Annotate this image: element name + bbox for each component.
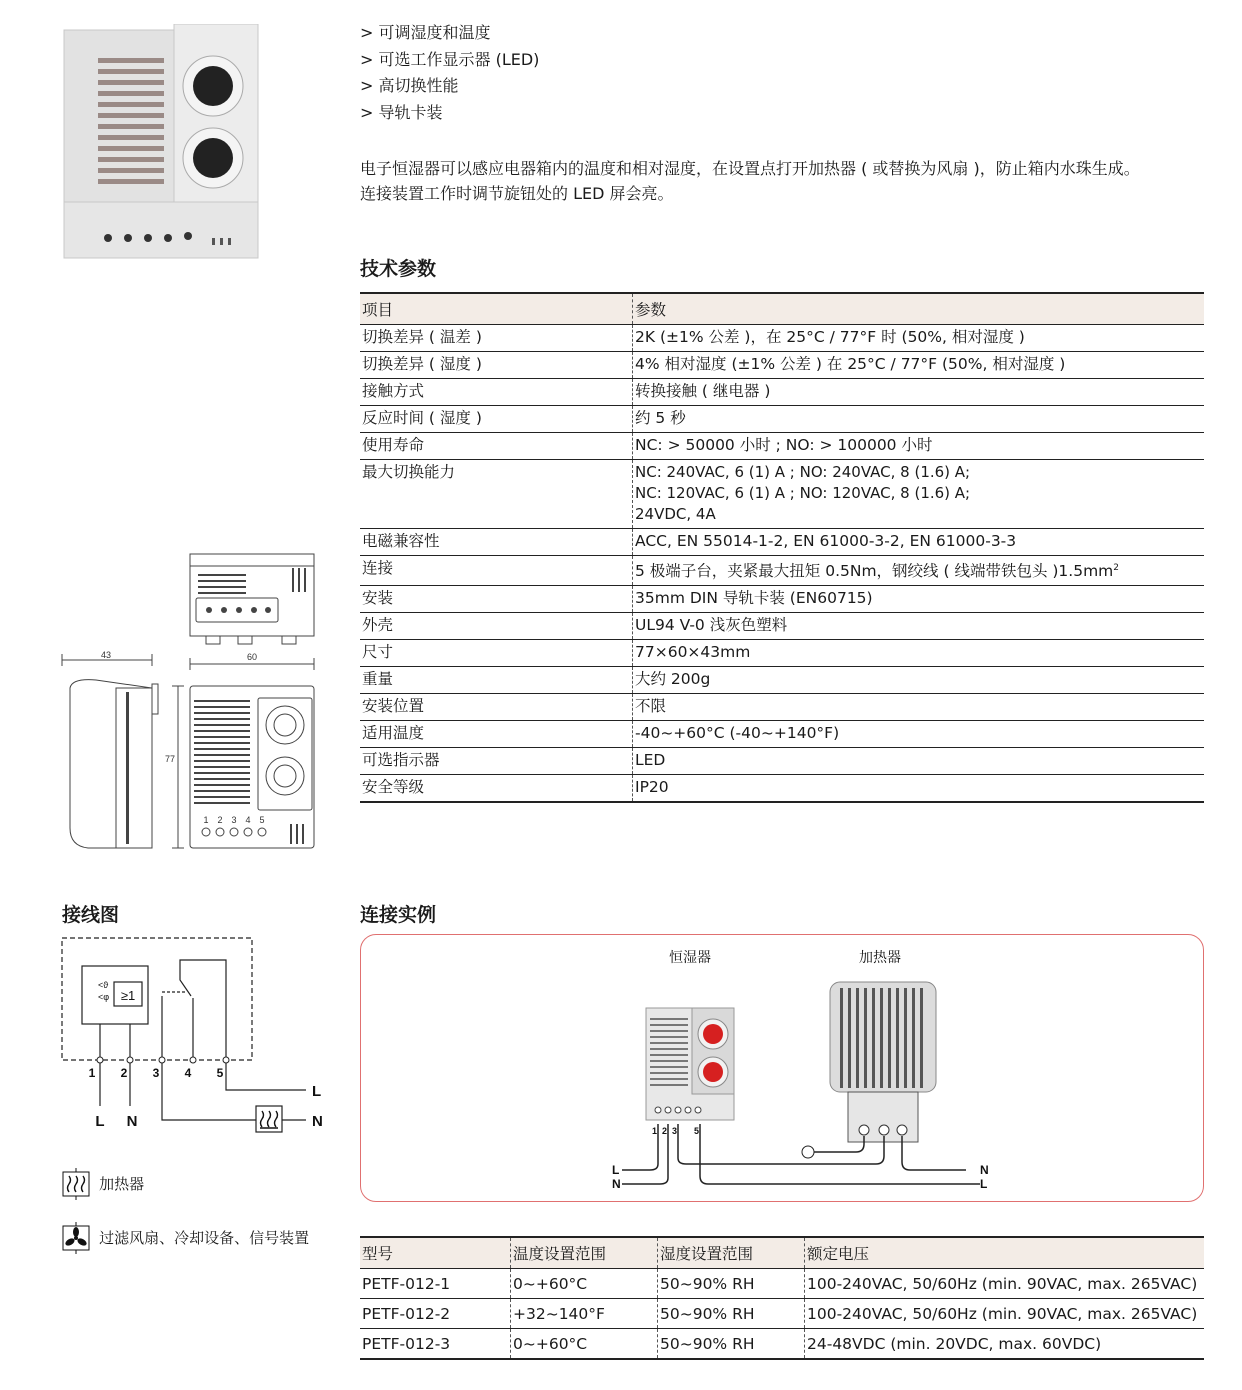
model-cell: 50~90% RH bbox=[658, 1299, 805, 1329]
fan-icon bbox=[62, 1222, 90, 1254]
wiring-label-N: N bbox=[126, 1113, 138, 1130]
model-header-row bbox=[360, 1237, 1204, 1269]
example-left-L: L bbox=[612, 1163, 620, 1177]
spec-row bbox=[360, 433, 1204, 460]
spec-key: 安装位置 bbox=[360, 694, 633, 721]
spec-key: 最大切换能力 bbox=[360, 460, 633, 529]
feature-list bbox=[360, 20, 539, 126]
wiring-terminal: 4 bbox=[184, 1066, 192, 1080]
spec-key: 电磁兼容性 bbox=[360, 529, 633, 556]
model-cell: +32~140°F bbox=[511, 1299, 658, 1329]
wiring-label-N-right: N bbox=[312, 1113, 323, 1130]
spec-value: 转换接触 ( 继电器 ) bbox=[633, 379, 1205, 406]
spec-key: 切换差异 ( 湿度 ) bbox=[360, 352, 633, 379]
model-header: 额定电压 bbox=[805, 1237, 1205, 1269]
intro-line: 电子恒湿器可以感应电器箱内的温度和相对湿度，在设置点打开加热器 ( 或替换为风扇 )，防止箱内水珠生成。 bbox=[360, 159, 1140, 178]
spec-key: 安全等级 bbox=[360, 775, 633, 803]
example-left-N: N bbox=[612, 1177, 621, 1190]
spec-value-line: NC: 120VAC, 6 (1) A ; NO: 120VAC, 8 (1.6) A; bbox=[635, 484, 971, 502]
spec-row bbox=[360, 613, 1204, 640]
spec-key: 外壳 bbox=[360, 613, 633, 640]
heater-icon bbox=[260, 1111, 278, 1128]
example-heater-label: 加热器 bbox=[859, 949, 901, 965]
spec-value: 4% 相对湿度 (±1% 公差 ) 在 25°C / 77°F (50%, 相对湿度 ) bbox=[633, 352, 1205, 379]
wiring-sensor-symbol: <φ bbox=[98, 992, 110, 1002]
model-header: 湿度设置范围 bbox=[658, 1237, 805, 1269]
spec-row bbox=[360, 406, 1204, 433]
example-right-N: N bbox=[980, 1163, 989, 1177]
spec-row bbox=[360, 325, 1204, 352]
legend-heater bbox=[62, 1168, 144, 1200]
feature-item: > 可选工作显示器 (LED) bbox=[360, 49, 540, 69]
intro-paragraph bbox=[360, 156, 1220, 206]
model-row bbox=[360, 1299, 1204, 1329]
model-header: 温度设置范围 bbox=[511, 1237, 658, 1269]
wiring-title: 接线图 bbox=[62, 904, 120, 926]
spec-value bbox=[633, 460, 1205, 529]
model-row bbox=[360, 1329, 1204, 1360]
spec-value: UL94 V-0 浅灰色塑料 bbox=[633, 613, 1205, 640]
spec-value: NC: > 50000 小时 ; NO: > 100000 小时 bbox=[633, 433, 1205, 460]
spec-row bbox=[360, 586, 1204, 613]
example-diagram bbox=[600, 940, 1000, 1190]
spec-row bbox=[360, 556, 1204, 586]
model-row bbox=[360, 1269, 1204, 1299]
spec-value: 约 5 秒 bbox=[633, 406, 1205, 433]
spec-row bbox=[360, 460, 1204, 529]
spec-value bbox=[633, 556, 1205, 586]
example-terminal: 5 bbox=[694, 1126, 700, 1136]
legend-fan bbox=[62, 1222, 309, 1254]
spec-superscript: 2 bbox=[1113, 563, 1120, 573]
dim-terminal: 5 bbox=[259, 815, 265, 825]
spec-row bbox=[360, 775, 1204, 803]
feature-item: > 高切换性能 bbox=[360, 76, 459, 95]
spec-key: 反应时间 ( 湿度 ) bbox=[360, 406, 633, 433]
spec-value: 77×60×43mm bbox=[633, 640, 1205, 667]
spec-row bbox=[360, 640, 1204, 667]
spec-table bbox=[360, 292, 1204, 803]
spec-value-line: NC: 240VAC, 6 (1) A ; NO: 240VAC, 8 (1.6) A; bbox=[635, 463, 971, 481]
model-cell: PETF-012-3 bbox=[360, 1329, 511, 1360]
model-cell: PETF-012-2 bbox=[360, 1299, 511, 1329]
dim-terminal: 2 bbox=[217, 815, 223, 825]
example-terminal: 1 bbox=[652, 1126, 658, 1136]
spec-key: 重量 bbox=[360, 667, 633, 694]
legend-fan-text: 过滤风扇、冷却设备、信号装置 bbox=[99, 1228, 310, 1247]
feature-item: > 导轨卡装 bbox=[360, 102, 443, 122]
spec-row bbox=[360, 748, 1204, 775]
spec-row bbox=[360, 721, 1204, 748]
spec-row bbox=[360, 352, 1204, 379]
spec-key: 连接 bbox=[360, 556, 633, 586]
spec-row bbox=[360, 529, 1204, 556]
spec-value-line: 24VDC, 4A bbox=[635, 505, 716, 523]
spec-header-row bbox=[360, 293, 1204, 325]
example-terminal: 2 bbox=[662, 1126, 668, 1136]
spec-value: 35mm DIN 导轨卡装 (EN60715) bbox=[633, 586, 1205, 613]
wiring-sensor-symbol: <ϑ bbox=[98, 980, 109, 990]
model-cell: 24-48VDC (min. 20VDC, max. 60VDC) bbox=[805, 1329, 1205, 1360]
model-cell: PETF-012-1 bbox=[360, 1269, 511, 1299]
model-cell: 100-240VAC, 50/60Hz (min. 90VAC, max. 265VAC) bbox=[805, 1269, 1205, 1299]
spec-key: 使用寿命 bbox=[360, 433, 633, 460]
spec-row bbox=[360, 694, 1204, 721]
spec-value: ACC, EN 55014-1-2, EN 61000-3-2, EN 61000-3-3 bbox=[633, 529, 1205, 556]
wiring-terminal: 3 bbox=[152, 1066, 160, 1080]
dim-depth: 43 bbox=[100, 650, 112, 660]
spec-key: 安装 bbox=[360, 586, 633, 613]
example-hygrostat-label: 恒湿器 bbox=[669, 949, 711, 965]
feature-item: > 可调湿度和温度 bbox=[360, 23, 491, 42]
example-right-L: L bbox=[980, 1177, 988, 1190]
specs-title: 技术参数 bbox=[360, 258, 437, 280]
wiring-terminal: 1 bbox=[88, 1066, 96, 1080]
model-header: 型号 bbox=[360, 1237, 511, 1269]
model-cell: 50~90% RH bbox=[658, 1269, 805, 1299]
dim-height: 77 bbox=[164, 754, 176, 764]
wiring-terminal: 2 bbox=[120, 1066, 128, 1080]
spec-value: -40~+60°C (-40~+140°F) bbox=[633, 721, 1205, 748]
dimension-drawing bbox=[56, 548, 322, 854]
spec-key: 可选指示器 bbox=[360, 748, 633, 775]
model-cell: 100-240VAC, 50/60Hz (min. 90VAC, max. 265VAC) bbox=[805, 1299, 1205, 1329]
dim-width: 60 bbox=[246, 652, 258, 662]
spec-header-param: 参数 bbox=[633, 293, 1205, 325]
spec-row bbox=[360, 379, 1204, 406]
spec-key: 切换差异 ( 温差 ) bbox=[360, 325, 633, 352]
spec-value-text: 5 极端子台，夹紧最大扭矩 0.5Nm，钢绞线 ( 线端带铁包头 )1.5mm bbox=[635, 562, 1114, 581]
model-table bbox=[360, 1236, 1204, 1360]
dim-terminal: 4 bbox=[245, 815, 251, 825]
dim-terminal: 3 bbox=[231, 815, 237, 825]
wiring-diagram bbox=[56, 934, 326, 1134]
spec-value: 不限 bbox=[633, 694, 1205, 721]
example-terminal: 3 bbox=[672, 1126, 678, 1136]
intro-line: 连接装置工作时调节旋钮处的 LED 屏会亮。 bbox=[360, 184, 674, 203]
spec-value: IP20 bbox=[633, 775, 1205, 803]
spec-value: 大约 200g bbox=[633, 667, 1205, 694]
model-cell: 50~90% RH bbox=[658, 1329, 805, 1360]
spec-key: 尺寸 bbox=[360, 640, 633, 667]
spec-key: 接触方式 bbox=[360, 379, 633, 406]
product-photo bbox=[62, 24, 260, 262]
legend-heater-text: 加热器 bbox=[99, 1174, 145, 1193]
spec-value: 2K (±1% 公差 )，在 25°C / 77°F 时 (50%, 相对湿度 ) bbox=[633, 325, 1205, 352]
spec-value: LED bbox=[633, 748, 1205, 775]
wiring-ge1-label: ≥1 bbox=[120, 988, 136, 1003]
wiring-terminal: 5 bbox=[216, 1066, 224, 1080]
heater-icon bbox=[62, 1168, 90, 1200]
wiring-label-L: L bbox=[95, 1113, 105, 1130]
model-cell: 0~+60°C bbox=[511, 1329, 658, 1360]
spec-header-item: 项目 bbox=[360, 293, 633, 325]
dim-terminal: 1 bbox=[203, 815, 209, 825]
example-title: 连接实例 bbox=[360, 904, 437, 926]
wiring-label-L-right: L bbox=[312, 1083, 322, 1100]
spec-row bbox=[360, 667, 1204, 694]
spec-key: 适用温度 bbox=[360, 721, 633, 748]
model-cell: 0~+60°C bbox=[511, 1269, 658, 1299]
